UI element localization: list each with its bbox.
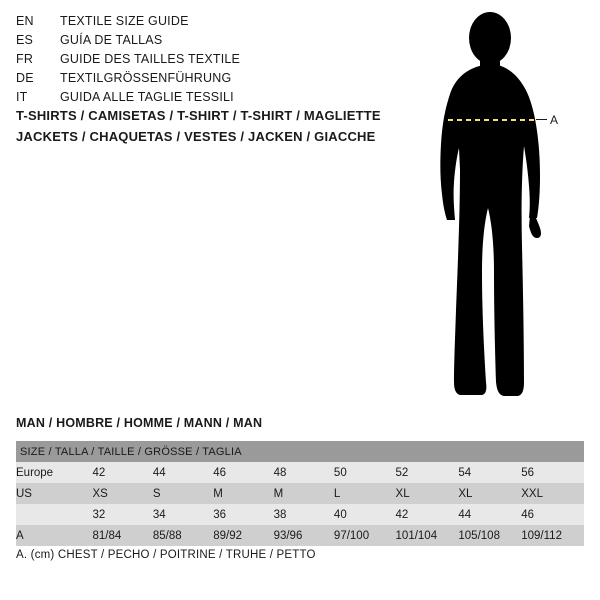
language-row (16, 14, 396, 33)
language-text: GUÍA DE TALLAS (60, 33, 163, 47)
table-cell: 44 (153, 462, 213, 483)
table-cell: 56 (521, 462, 584, 483)
language-code: EN (16, 14, 34, 28)
table-header-label: SIZE / TALLA / TAILLE / GRÖSSE / TAGLIA (16, 441, 584, 462)
table-row (16, 462, 584, 483)
measure-label-a: A (550, 113, 559, 127)
language-row (16, 33, 396, 52)
table-cell: 46 (213, 462, 273, 483)
table-cell: XL (458, 483, 521, 504)
table-cell: 48 (274, 462, 334, 483)
language-code: FR (16, 52, 34, 66)
table-cell: 101/104 (396, 525, 459, 546)
figure-silhouette-icon (398, 10, 598, 410)
category-headings (16, 108, 416, 150)
language-row (16, 52, 396, 71)
row-label: A (16, 525, 92, 546)
table-cell: 81/84 (92, 525, 152, 546)
row-label (16, 504, 92, 525)
table-cell: M (213, 483, 273, 504)
footnote: A. (cm) CHEST / PECHO / POITRINE / TRUHE / PETTO (16, 549, 316, 561)
table-cell: 93/96 (274, 525, 334, 546)
table-cell: M (274, 483, 334, 504)
table-cell: 38 (274, 504, 334, 525)
table-cell: 109/112 (521, 525, 584, 546)
table-header-row (16, 441, 584, 462)
table-cell: 105/108 (458, 525, 521, 546)
language-code: DE (16, 71, 34, 85)
row-label: Europe (16, 462, 92, 483)
row-label: US (16, 483, 92, 504)
table-cell: 46 (521, 504, 584, 525)
language-row (16, 71, 396, 90)
language-code: ES (16, 33, 34, 47)
table-cell: 54 (458, 462, 521, 483)
table-cell: 32 (92, 504, 152, 525)
table-cell: S (153, 483, 213, 504)
male-figure-illustration (398, 10, 598, 410)
table-cell: XL (396, 483, 459, 504)
language-row (16, 90, 396, 109)
table-cell: 89/92 (213, 525, 273, 546)
table-row (16, 483, 584, 504)
table-cell: 85/88 (153, 525, 213, 546)
table-cell: 40 (334, 504, 396, 525)
language-text: GUIDE DES TAILLES TEXTILE (60, 52, 241, 66)
language-text: TEXTILE SIZE GUIDE (60, 14, 189, 28)
table-cell: 52 (396, 462, 459, 483)
language-code: IT (16, 90, 28, 104)
table-cell: 36 (213, 504, 273, 525)
category-jackets: JACKETS / CHAQUETAS / VESTES / JACKEN / GIACCHE (16, 129, 376, 144)
table-title: MAN / HOMBRE / HOMME / MANN / MAN (16, 416, 263, 430)
table-cell: 97/100 (334, 525, 396, 546)
table-cell: 42 (396, 504, 459, 525)
category-tshirts: T-SHIRTS / CAMISETAS / T-SHIRT / T-SHIRT / MAGLIETTE (16, 108, 381, 123)
language-list (16, 14, 396, 109)
language-text: TEXTILGRÖSSENFÜHRUNG (60, 71, 232, 85)
table-cell: L (334, 483, 396, 504)
table-row (16, 525, 584, 546)
table-cell: 50 (334, 462, 396, 483)
table-cell: 34 (153, 504, 213, 525)
measure-leader-line (536, 119, 547, 120)
table-cell: 44 (458, 504, 521, 525)
language-text: GUIDA ALLE TAGLIE TESSILI (60, 90, 234, 104)
table-cell: XXL (521, 483, 584, 504)
table-cell: 42 (92, 462, 152, 483)
table-cell: XS (92, 483, 152, 504)
size-table (16, 441, 584, 546)
table-row (16, 504, 584, 525)
